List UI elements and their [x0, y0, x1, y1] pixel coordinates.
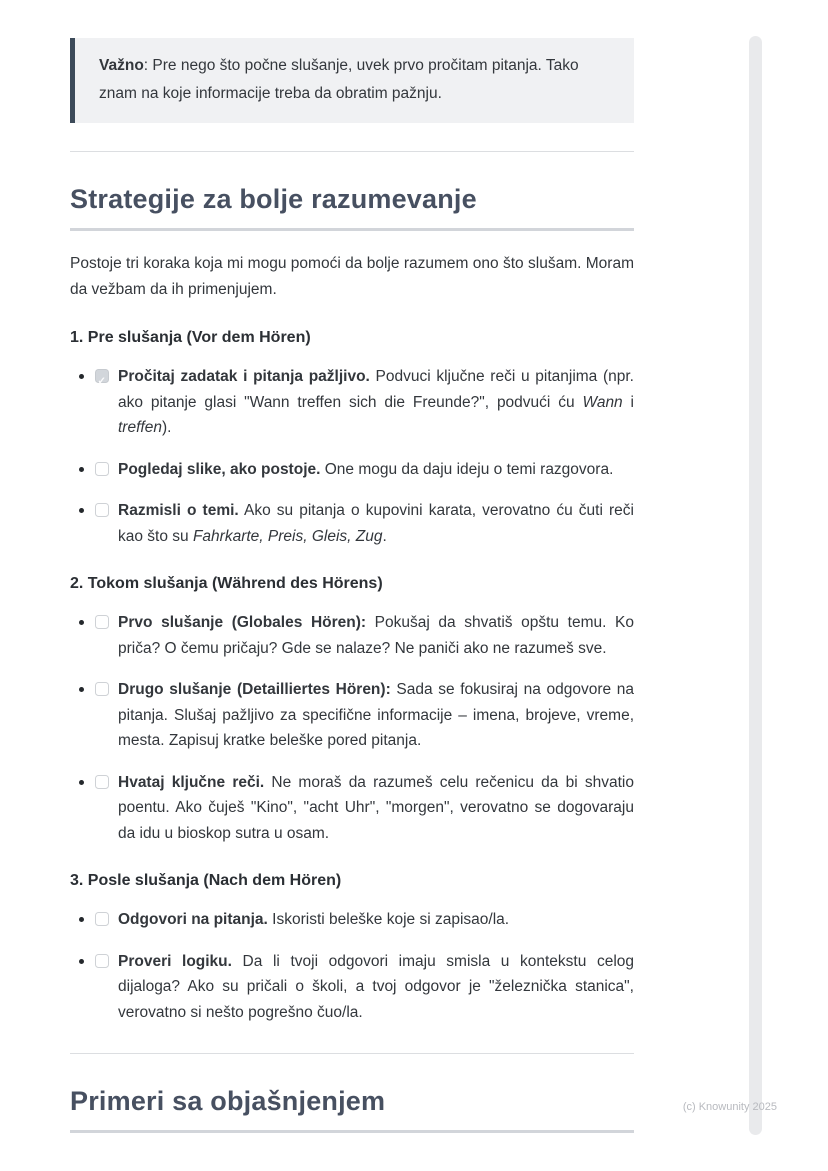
subheading-posle-slusanja: 3. Posle slušanja (Nach dem Hören): [70, 872, 342, 889]
section-heading-primeri: Primeri sa objašnjenjem: [70, 1086, 386, 1116]
callout-text: Važno: Pre nego što počne slušanje, uvek prvo pročitam pitanja. Tako znam na koje informacije treba da obratim pažnju.: [99, 57, 579, 102]
item-text: Proveri logiku. Da li tvoji odgovori imaju smisla u kontekstu celog dijaloga? Ako su pričali o školi, a tvoj odgovor je "železnička stanica", verovatno si nešto pogrešno čuo/la.: [118, 952, 634, 1021]
checklist-item: [70, 457, 634, 483]
checklist-item: [70, 677, 634, 754]
checklist-item: [70, 364, 634, 441]
bullet-icon: [79, 959, 84, 964]
scrollbar-thumb[interactable]: [749, 36, 762, 1135]
checkbox[interactable]: [95, 954, 109, 968]
checkbox[interactable]: [95, 503, 109, 517]
item-text: Drugo slušanje (Detailliertes Hören): Sada se fokusiraj na odgovore na pitanja. Slušaj pažljivo za specifične informacije – imena, brojeve, vreme, mesta. Zapisuj kratke beleške pored pitanja.: [118, 681, 634, 749]
checklist-item: [70, 770, 634, 847]
bullet-icon: [79, 508, 84, 513]
bullet-icon: [79, 780, 84, 785]
copyright-footer: (c) Knowunity 2025: [682, 1101, 777, 1113]
checklist: [70, 610, 634, 846]
checklist-item: [70, 498, 634, 549]
checklist-item: [70, 610, 634, 661]
checkbox[interactable]: [95, 369, 109, 383]
section-heading-strategies: Strategije za bolje razumevanje: [70, 184, 477, 214]
checklist: [70, 364, 634, 549]
document-content: [70, 0, 634, 1133]
checklist-item: [70, 907, 634, 933]
bullet-icon: [79, 917, 84, 922]
checkbox[interactable]: [95, 462, 109, 476]
heading-rule: [70, 228, 634, 231]
divider: [70, 151, 634, 152]
bullet-icon: [79, 467, 84, 472]
checkbox[interactable]: [95, 615, 109, 629]
checklist: [70, 907, 634, 1025]
item-text: Pogledaj slike, ako postoje. One mogu da daju ideju o temi razgovora.: [118, 460, 614, 478]
item-text: Odgovori na pitanja. Iskoristi beleške koje si zapisao/la.: [118, 911, 510, 928]
item-text: Pročitaj zadatak i pitanja pažljivo. Podvuci ključne reči u pitanjima (npr. ako pitanje glasi "Wann treffen sich die Freunde?", podvući ću Wann i treffen).: [118, 368, 634, 436]
checklist-item: [70, 949, 634, 1026]
intro-paragraph: Postoje tri koraka koja mi mogu pomoći da bolje razumem ono što slušam. Moram da vežbam da ih primenjujem.: [70, 255, 634, 298]
bullet-icon: [79, 620, 84, 625]
bullet-icon: [79, 374, 84, 379]
subheading-pre-slusanja: 1. Pre slušanja (Vor dem Hören): [70, 329, 311, 346]
item-text: Prvo slušanje (Globales Hören): Pokušaj da shvatiš opštu temu. Ko priča? O čemu pričaju? Gde se nalaze? Ne paniči ako ne razumeš sve.: [118, 614, 634, 657]
heading-rule: [70, 1130, 634, 1133]
checkbox[interactable]: [95, 682, 109, 696]
item-text: Hvataj ključne reči. Ne moraš da razumeš celu rečenicu da bi shvatio poentu. Ako čuješ "Kino", "acht Uhr", "morgen", verovatno se dogovaraju da idu u bioskop sutra u osam.: [118, 773, 634, 842]
checkbox[interactable]: [95, 912, 109, 926]
checkbox[interactable]: [95, 775, 109, 789]
bullet-icon: [79, 687, 84, 692]
important-callout: [70, 38, 634, 123]
subheading-tokom-slusanja: 2. Tokom slušanja (Während des Hörens): [70, 575, 383, 592]
divider: [70, 1053, 634, 1054]
item-text: Razmisli o temi. Ako su pitanja o kupovini karata, verovatno ću čuti reči kao što su Fahrkarte, Preis, Gleis, Zug.: [118, 502, 634, 545]
